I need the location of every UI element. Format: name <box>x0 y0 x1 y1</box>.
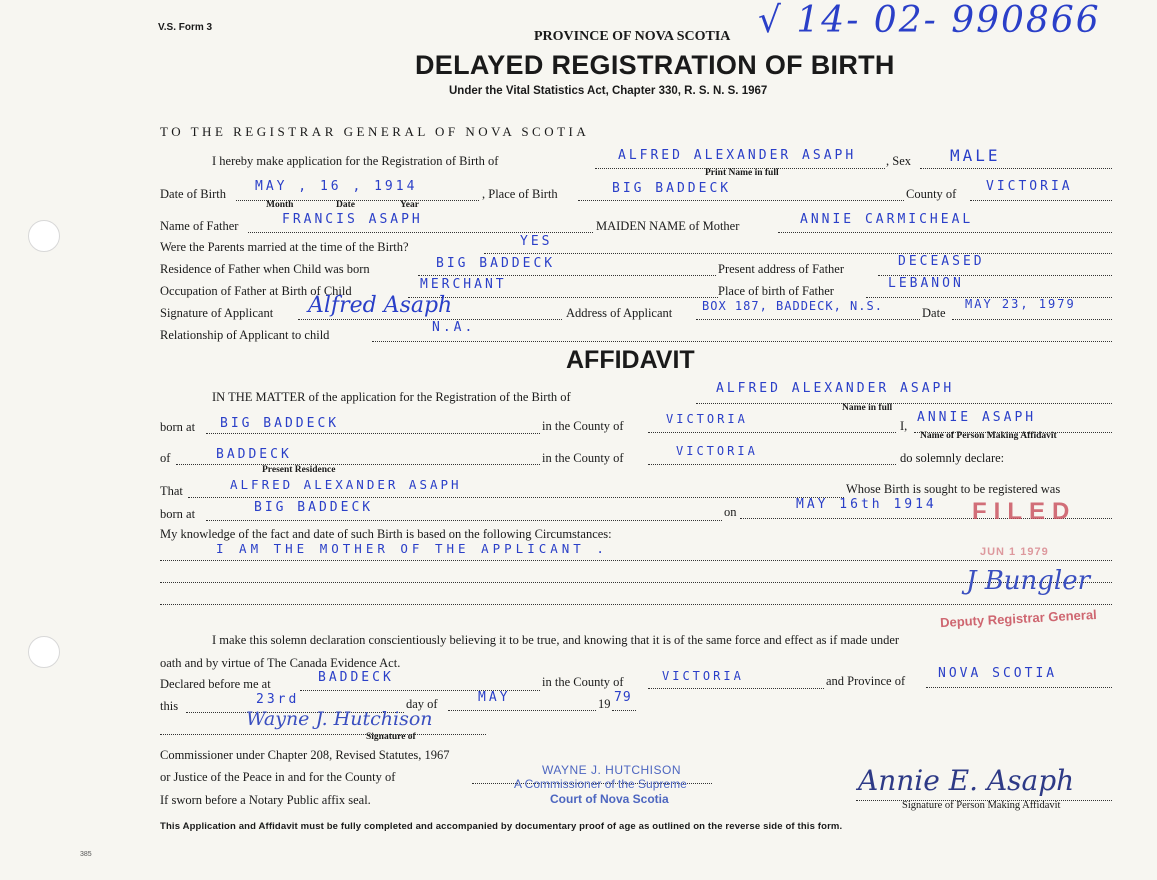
knowledge-label: My knowledge of the fact and date of such Birth is based on the following Circumstances: <box>160 527 612 541</box>
father-field[interactable]: FRANCIS ASAPH <box>282 212 423 227</box>
commissioner-line-1: Commissioner under Chapter 208, Revised Statutes, 1967 <box>160 748 450 762</box>
county-label-aff: in the County of <box>542 419 624 433</box>
sex-label: , Sex <box>886 154 911 168</box>
father-address-label: Present address of Father <box>718 262 845 276</box>
address-field[interactable]: BOX 187, BADDECK, N.S. <box>702 299 883 313</box>
born-at-field[interactable]: BIG BADDECK <box>220 416 340 431</box>
commissioner-stamp-line-2: A Commissioner of the Supreme <box>514 777 687 791</box>
commissioner-stamp-line-1: WAYNE J. HUTCHISON <box>542 763 682 777</box>
page-subtitle: Under the Vital Statistics Act, Chapter 330, R. S. N. S. 1967 <box>449 85 768 97</box>
date-label: Date <box>922 306 946 320</box>
province-label: and Province of <box>826 674 906 688</box>
name-caption: Print Name in full <box>705 168 779 178</box>
signature-label: Signature of Applicant <box>160 306 274 320</box>
affidavit-name-caption: Name in full <box>842 403 893 413</box>
applicant-signature[interactable]: Alfred Asaph <box>308 293 453 318</box>
dob-field[interactable]: MAY , 16 , 1914 <box>255 179 418 194</box>
this-label: this <box>160 699 179 713</box>
father-address-field[interactable]: DECEASED <box>898 254 985 269</box>
father-pob-field[interactable]: LEBANON <box>888 276 964 291</box>
dob-label: Date of Birth <box>160 187 226 201</box>
month-field[interactable]: MAY <box>478 690 511 705</box>
punch-hole <box>28 220 60 252</box>
residence-field-aff[interactable]: BADDECK <box>216 447 292 462</box>
affidavit-heading: AFFIDAVIT <box>566 346 695 374</box>
province-field[interactable]: NOVA SCOTIA <box>938 666 1058 681</box>
county-field-aff[interactable]: VICTORIA <box>666 412 748 426</box>
punch-hole <box>28 636 60 668</box>
sought-label: Whose Birth is sought to be registered was <box>846 482 1061 496</box>
solemn-line-1: I make this solemn declaration conscientiously believing it to be true, and knowing that it is of the same force and effect as if made under <box>212 633 900 647</box>
married-field[interactable]: YES <box>520 234 553 249</box>
occupation-field[interactable]: MERCHANT <box>420 277 507 292</box>
commissioner-line-3: If sworn before a Notary Public affix seal. <box>160 793 371 807</box>
relationship-label: Relationship of Applicant to child <box>160 328 330 342</box>
mother-field[interactable]: ANNIE CARMICHEAL <box>800 212 974 227</box>
county-field-aff-2[interactable]: VICTORIA <box>676 444 758 458</box>
form-id: V.S. Form 3 <box>158 22 213 33</box>
on-label: on <box>724 505 737 519</box>
footer-note: This Application and Affidavit must be fully completed and accompanied by documentary proof of age as outlined on the reverse side of this form. <box>160 821 843 832</box>
born-at-label-2: born at <box>160 507 196 521</box>
county-label-aff-2: in the County of <box>542 451 624 465</box>
day-field[interactable]: 23rd <box>256 692 300 707</box>
province-heading: PROVINCE OF NOVA SCOTIA <box>534 29 731 44</box>
dob-date-caption: Date <box>336 200 355 210</box>
date-field[interactable]: MAY 23, 1979 <box>965 297 1076 311</box>
born-at-field-2[interactable]: BIG BADDECK <box>254 500 374 515</box>
pob-label: , Place of Birth <box>482 187 558 201</box>
married-label: Were the Parents married at the time of the Birth? <box>160 240 409 254</box>
commissioner-line-2: or Justice of the Peace in and for the County of <box>160 770 396 784</box>
filed-stamp: FILED <box>972 498 1077 525</box>
affidavit-intro: IN THE MATTER of the application for the Registration of the Birth of <box>212 390 571 404</box>
declare-label: do solemnly declare: <box>900 451 1005 465</box>
applicant-name-field[interactable]: ALFRED ALEXANDER ASAPH <box>618 148 857 163</box>
that-name-field[interactable]: ALFRED ALEXANDER ASAPH <box>230 477 462 492</box>
address-label: Address of Applicant <box>566 306 673 320</box>
born-at-label: born at <box>160 420 196 434</box>
mother-label: MAIDEN NAME of Mother <box>596 219 740 233</box>
affiant-caption: Name of Person Making Affidavit <box>920 431 1057 441</box>
that-label: That <box>160 484 183 498</box>
circumstance-field[interactable]: I AM THE MOTHER OF THE APPLICANT . <box>216 541 608 556</box>
sex-field[interactable]: MALE <box>950 146 1001 165</box>
county-field-aff-3[interactable]: VICTORIA <box>662 669 744 683</box>
declared-label: Declared before me at <box>160 677 271 691</box>
footer-code: 385 <box>80 851 92 858</box>
i-label: I, <box>900 419 908 433</box>
commissioner-stamp-line-3: Court of Nova Scotia <box>550 792 669 806</box>
affiant-field[interactable]: ANNIE ASAPH <box>917 410 1037 425</box>
application-intro: I hereby make application for the Registration of Birth of <box>212 154 499 168</box>
dob-year-caption: Year <box>400 200 419 210</box>
dob-month-caption: Month <box>266 200 294 210</box>
addressee: TO THE REGISTRAR GENERAL OF NOVA SCOTIA <box>160 124 590 139</box>
on-date-field[interactable]: MAY 16th 1914 <box>796 497 937 512</box>
affidavit-name-field[interactable]: ALFRED ALEXANDER ASAPH <box>716 381 955 396</box>
page-title: DELAYED REGISTRATION OF BIRTH <box>415 50 895 80</box>
year-prefix: 19 <box>598 697 611 711</box>
residence-caption: Present Residence <box>262 465 336 475</box>
occupation-label: Occupation of Father at Birth of Child <box>160 284 352 298</box>
deputy-signature: J Bungler <box>966 566 1091 596</box>
relationship-field[interactable]: N.A. <box>432 320 476 335</box>
filed-date-stamp: JUN 1 1979 <box>980 546 1049 558</box>
county-label-aff-3: in the County of <box>542 675 624 689</box>
of-label: of <box>160 451 171 465</box>
affiant-sig-caption: Signature of Person Making Affidavit <box>902 800 1061 811</box>
day-of-label: day of <box>406 697 438 711</box>
declared-at-field[interactable]: BADDECK <box>318 670 394 685</box>
county-label: County of <box>906 187 957 201</box>
solemn-line-2: oath and by virtue of The Canada Evidence Act. <box>160 656 401 670</box>
commissioner-sig-caption: Signature of <box>366 732 416 742</box>
residence-label: Residence of Father when Child was born <box>160 262 370 276</box>
residence-field[interactable]: BIG BADDECK <box>436 256 556 271</box>
deputy-registrar-stamp: Deputy Registrar General <box>939 606 1098 631</box>
pob-field[interactable]: BIG BADDECK <box>612 181 732 196</box>
year-field[interactable]: 79 <box>614 690 632 705</box>
county-field[interactable]: VICTORIA <box>986 179 1073 194</box>
registration-number: √ 14- 02- 990866 <box>758 0 1101 41</box>
father-label: Name of Father <box>160 219 239 233</box>
commissioner-signature: Wayne J. Hutchison <box>246 708 433 730</box>
affiant-signature: Annie E. Asaph <box>858 764 1075 797</box>
father-pob-label: Place of birth of Father <box>718 284 834 298</box>
